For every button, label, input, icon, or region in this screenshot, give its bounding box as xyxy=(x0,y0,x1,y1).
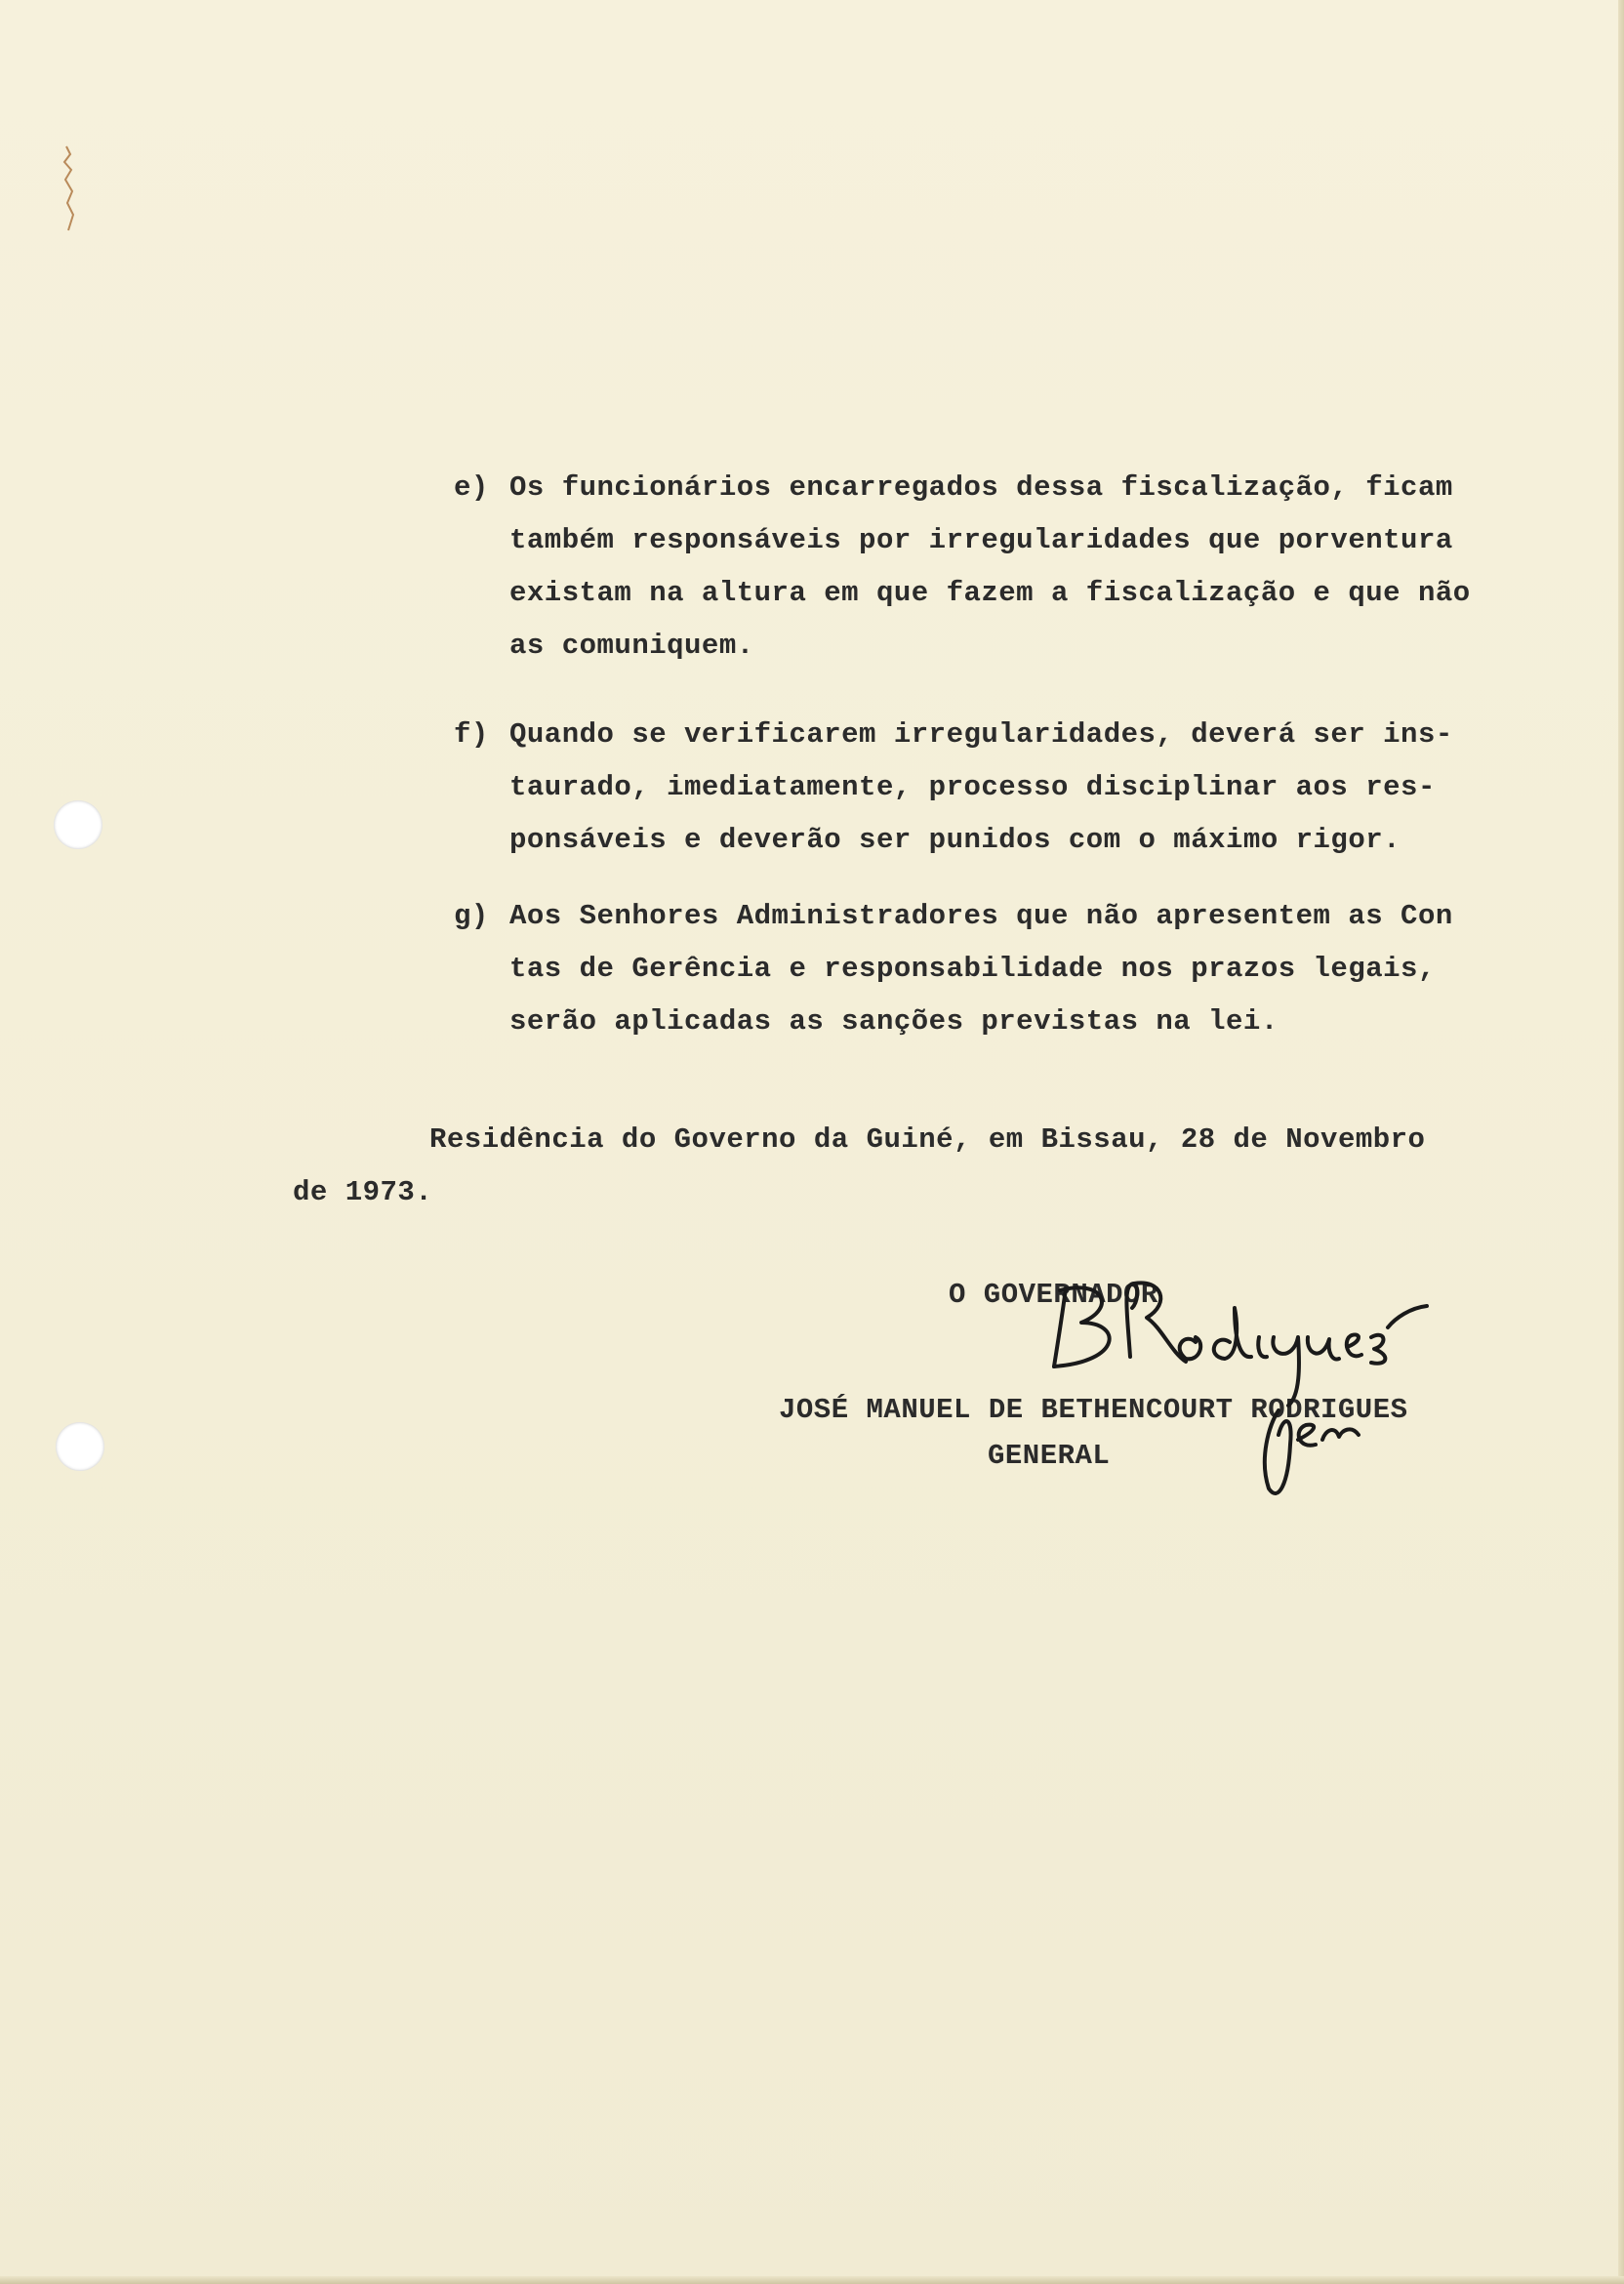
text-line: tas de Gerência e responsabilidade nos prazos legais, xyxy=(509,953,1436,985)
text-line: Os funcionários encarregados dessa fiscalização, ficam xyxy=(509,471,1453,504)
place-date-line: Residência do Governo da Guiné, em Bissau, 28 de Novembro xyxy=(429,1123,1426,1156)
item-marker: e) xyxy=(454,471,489,504)
paper-edge-right xyxy=(1618,0,1624,2284)
item-marker: g) xyxy=(454,900,489,932)
signatory-title: O GOVERNADOR xyxy=(949,1279,1158,1311)
text-line: também responsáveis por irregularidades que porventura xyxy=(509,524,1453,556)
punch-hole xyxy=(56,1422,104,1471)
text-line: serão aplicadas as sanções previstas na lei. xyxy=(509,1005,1279,1038)
item-text xyxy=(509,462,1471,673)
item-text xyxy=(509,890,1453,1048)
text-line: taurado, imediatamente, processo disciplinar aos res- xyxy=(509,771,1436,803)
torn-corner-mark xyxy=(57,144,78,232)
text-line: Quando se verificarem irregularidades, deverá ser ins- xyxy=(509,718,1453,751)
item-text xyxy=(509,709,1453,867)
signatory-name: JOSÉ MANUEL DE BETHENCOURT RODRIGUES xyxy=(779,1394,1408,1426)
text-line: existam na altura em que fazem a fiscalização e que não xyxy=(509,577,1471,609)
punch-hole xyxy=(54,800,102,849)
signatory-rank: GENERAL xyxy=(988,1440,1111,1472)
item-marker: f) xyxy=(454,718,489,751)
text-line: Aos Senhores Administradores que não apresentem as Con xyxy=(509,900,1453,932)
place-date-line: de 1973. xyxy=(293,1176,433,1208)
paper-edge-bottom xyxy=(0,2276,1624,2284)
text-line: as comuniquem. xyxy=(509,630,754,662)
handwritten-signature xyxy=(1025,1269,1435,1542)
text-line: ponsáveis e deverão ser punidos com o máximo rigor. xyxy=(509,824,1401,856)
